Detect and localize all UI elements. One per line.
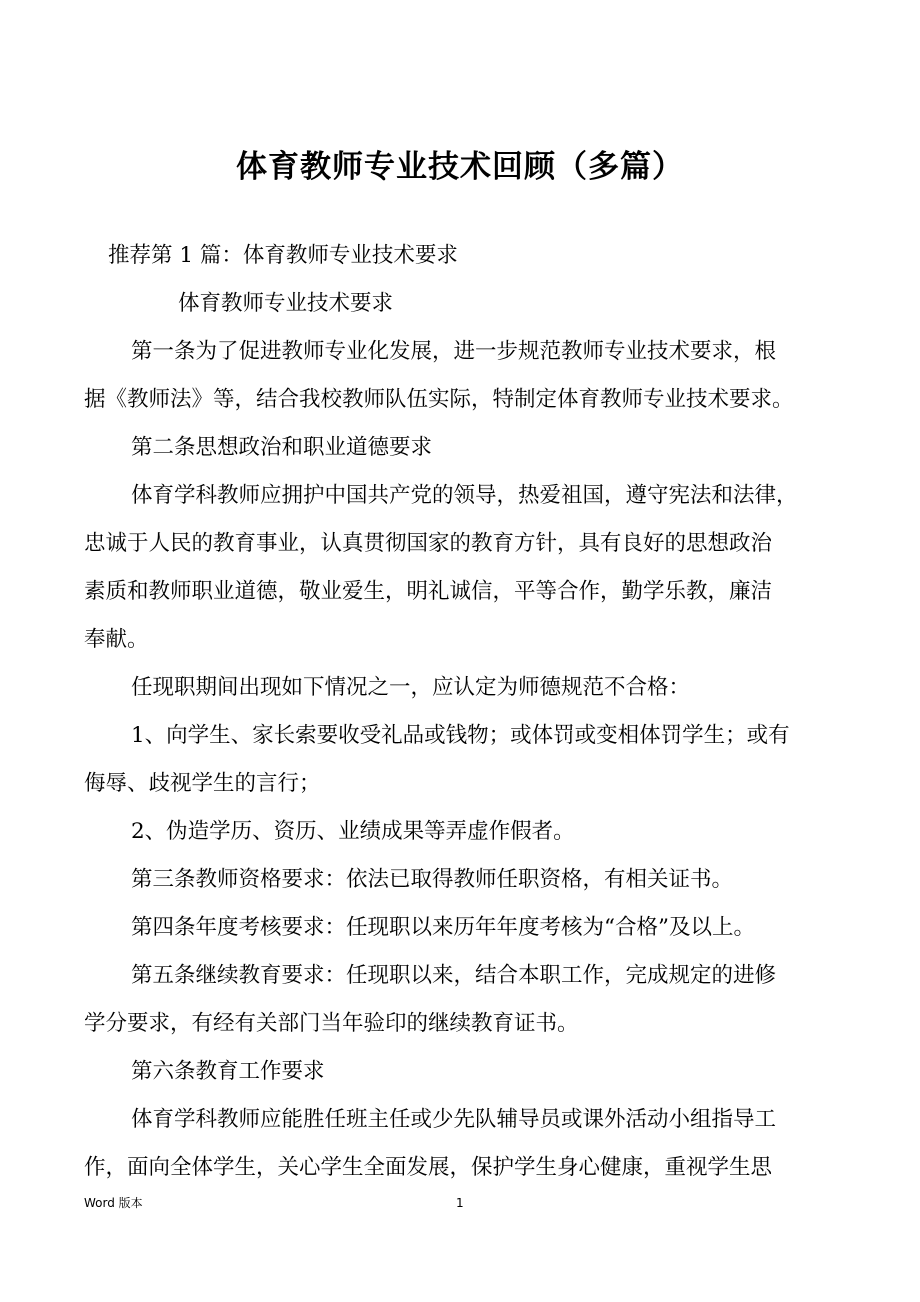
paragraph-line: 任现职期间出现如下情况之一，应认定为师德规范不合格： — [131, 675, 691, 700]
paragraph-line: 第二条思想政治和职业道德要求 — [131, 435, 433, 460]
paragraph-line: 1、向学生、家长索要收受礼品或钱物；或体罚或变相体罚学生；或有 — [131, 723, 790, 748]
section-heading: 体育教师专业技术要求 — [178, 291, 394, 316]
paragraph-line: 第一条为了促进教师专业化发展，进一步规范教师专业技术要求，根 — [131, 339, 777, 364]
paragraph-line: 第六条教育工作要求 — [131, 1059, 325, 1084]
paragraph-line: 第五条继续教育要求：任现职以来，结合本职工作，完成规定的进修 — [131, 963, 777, 988]
paragraph-line: 奉献。 — [84, 627, 149, 652]
paragraph-line: 侮辱、歧视学生的言行； — [84, 771, 321, 796]
paragraph-line: 据《教师法》等，结合我校教师队伍实际，特制定体育教师专业技术要求。 — [84, 387, 794, 412]
paragraph-line: 第四条年度考核要求：任现职以来历年年度考核为“合格”及以上。 — [131, 915, 755, 940]
paragraph-line: 忠诚于人民的教育事业，认真贯彻国家的教育方针，具有良好的思想政治 — [84, 531, 773, 556]
paragraph-line: 作，面向全体学生，关心学生全面发展，保护学生身心健康，重视学生思 — [84, 1155, 773, 1180]
document-title: 体育教师专业技术回顾（多篇） — [236, 149, 684, 185]
footer-version-label: Word 版本 — [84, 1196, 143, 1210]
recommendation-heading: 推荐第 1 篇：体育教师专业技术要求 — [108, 243, 458, 268]
paragraph-line: 学分要求，有经有关部门当年验印的继续教育证书。 — [84, 1011, 579, 1036]
paragraph-line: 2、伪造学历、资历、业绩成果等弄虚作假者。 — [131, 819, 575, 844]
paragraph-line: 体育学科教师应拥护中国共产党的领导，热爱祖国，遵守宪法和法律， — [131, 483, 798, 508]
paragraph-line: 第三条教师资格要求：依法已取得教师任职资格，有相关证书。 — [131, 867, 734, 892]
footer-page-number: 1 — [456, 1196, 464, 1210]
paragraph-line: 素质和教师职业道德，敬业爱生，明礼诚信，平等合作，勤学乐教，廉洁 — [84, 579, 773, 604]
paragraph-line: 体育学科教师应能胜任班主任或少先队辅导员或课外活动小组指导工 — [131, 1107, 777, 1132]
